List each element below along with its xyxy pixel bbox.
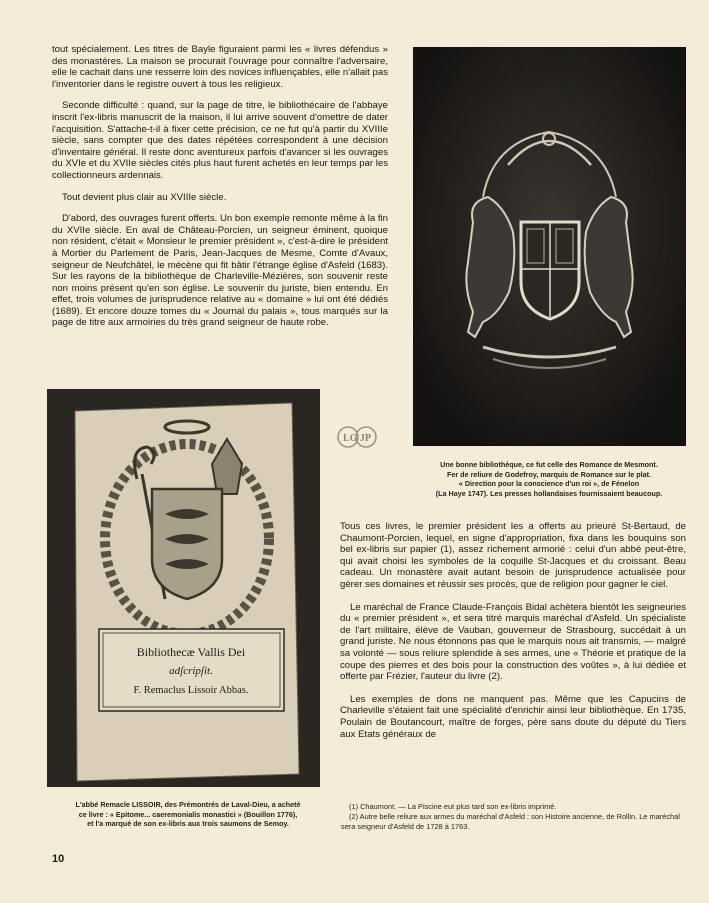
paragraph: Les exemples de dons ne manquent pas. Même que les Capucins de Charleville s'étaient fait une spécialité d'enrichir ainsi leur bibliothèque. En 1735, Poulain de Boutancourt, maître de forges, père sans doute du député du Tiers aux Etats généraux de [340,693,686,740]
footnote: (1) Chaumont. — La Piscine eut plus tard son ex-libris imprimé. [349,802,557,811]
footnote: (2) Autre belle reliure aux armes du maréchal d'Asfeld : son Histoire ancienne, de Rollin. Le maréchal sera seigneur d'Asfeld de 1728 à 1763. [341,812,680,831]
paragraph: Tout devient plus clair au XVIIIe siècle. [62,191,227,203]
text-column-top-left [52,44,388,339]
exlibris-line-3: F. Remaclus Lissoir Abbas. [133,685,249,696]
caption-right-photo [410,460,688,498]
exlibris-illustration [47,389,320,787]
footnotes [341,802,686,832]
paragraph: D'abord, des ouvrages furent offerts. Un bon exemple remonte même à la fin du XVIIe siècle. En aval de Château-Porcien, un seigneur éminent, quoique non résident, c'était « Monsieur le premier président », c'est-à-dire le président à Mortier du Parlement de Paris, Jean-Jacques de Mesme, Comte d'Avaux, seigneur de Neufchâtel, le mécène qui fit bâtir l'étrange église d'Asfeld (1683). Sur les rayons de la bibliothèque de Charleville-Mézières, son souvenir reste non moins présent qu'en son église. Le souvenir du juriste, bien entendu. En effet, trois volumes de jurisprudence relative au « domaine » lui ont été dédiés (1689). Et encore douze tomes du « Journal du palais », tous marqués sur la page de titre aux armoiries du très grand seigneur de haute robe. [52,213,388,329]
caption-line: Une bonne bibliothèque, ce fut celle des Romance de Mesmont. [440,460,658,469]
text-column-right [340,521,686,751]
exlibris-line-2: adſcripſit. [169,665,213,677]
caption-left-photo [48,800,328,829]
paragraph: Tous ces livres, le premier président les a offerts au prieuré St-Bertaud, de Chaumont-Porcien, lequel, en signe d'appropriation, fixa dans les bouquins son bel ex-libris sur papier (1), assez richement armorié : celui d'un abbé peut-être, qui avait choisi les symboles de la coquille St-Jacques et du croissant. Beau cadeau. Un monastère avait autant besoin de jurisprudence actualisée pour gérer ses domaines et réussir ses procès, que de religion pour gagner le ciel. [340,521,686,590]
library-stamp [336,417,380,457]
caption-line: et l'a marqué de son ex-libris aux trois saumons de Semoy. [87,819,289,829]
photo-binding-coat-of-arms [413,47,686,446]
caption-line: Fer de reliure de Godefroy, marquis de Romance sur le plat. [447,469,651,479]
page-number: 10 [52,853,65,865]
paragraph: tout spécialement. Les titres de Bayle figuraient parmi les « livres défendus » des monastères. La maison se procurait l'ouvrage pour connaître l'adversaire, elle le cachait dans une resserre loin des novices influençables, elle n'allait pas l'inventorier dans le registre ouvert à tous les religieux. [52,44,388,90]
paragraph: Seconde difficulté : quand, sur la page de titre, le bibliothécaire de l'abbaye inscrit l'ex-libris manuscrit de la maison, il lui arrive souvent d'omettre de dater l'acquisition. S'attache-t-il à fixer cette précision, ce ne fut qu'à partir du XVIIIe siècle, sans compter que des dates répétées correspondent à une décision d'inventaire général. Il reste donc aventureux parfois d'avancer si les ouvrages du XVIe et du XVIIe siècles cités plus haut furent achetés en leur temps par les collectionneurs ardennais. [52,100,388,181]
caption-line: ce livre : « Epitome... caeremonialis monastici » (Bouillon 1776), [78,809,298,819]
paragraph: Le maréchal de France Claude-François Bidal achètera bientôt les seigneuries du « premier président », et sera titré marquis maréchal d'Asfeld. Un spécialiste de l'art militaire, élève de Vauban, gouverneur de Strasbourg, succédait à un grand juriste. Ne nous étonnons pas que le marquis nous ait transmis, — malgré sa volonté — sous reliure splendide à ses armes, une « Théorie et pratique de la coupe des pierres et des bois pour la construction des voûtes », à lui dédiée et offerte par Frézier, l'auteur du livre (2). [340,601,686,683]
caption-line: « Direction pour la conscience d'un roi », de Fénelon [458,479,640,489]
stamp-text: LG JP [342,433,372,444]
photo-exlibris-lissoir [47,389,320,787]
exlibris-line-1: Bibliothecæ Vallis Dei [136,645,246,659]
caption-line: L'abbé Remacle LISSOIR, des Prémontrés de Laval-Dieu, a acheté [75,800,301,809]
coat-of-arms-illustration [413,47,686,446]
caption-line: (La Haye 1747). Les presses hollandaises fournissaient beaucoup. [435,488,663,498]
